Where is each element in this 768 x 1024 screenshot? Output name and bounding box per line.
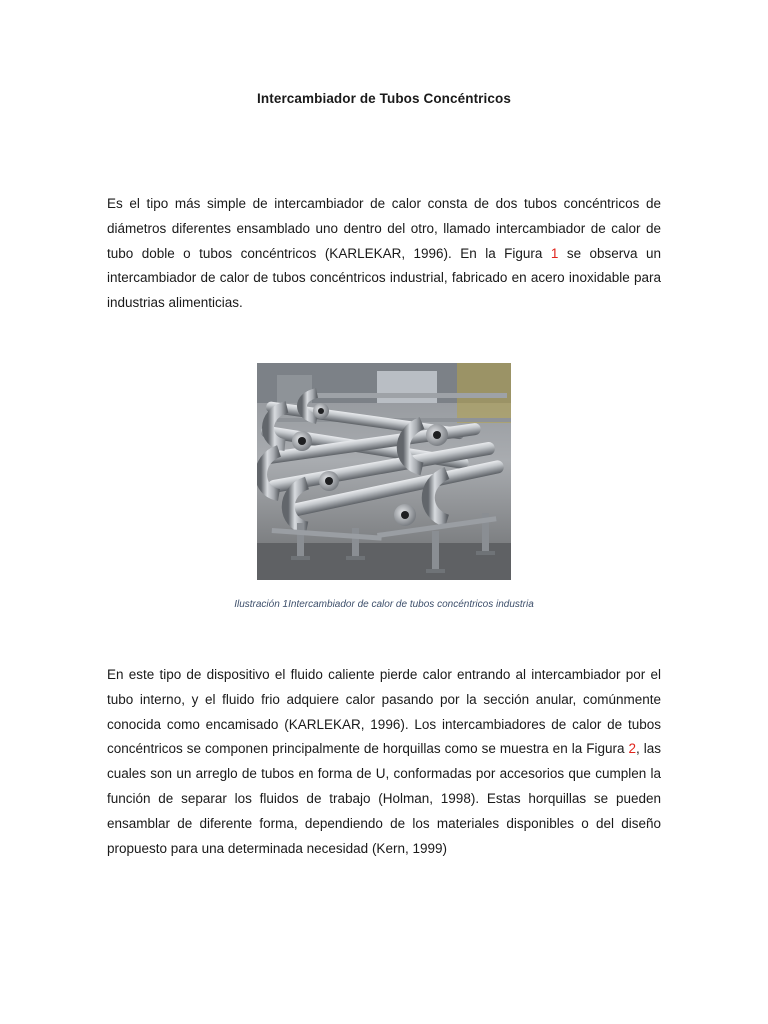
paragraph-intro — [107, 192, 661, 316]
paragraph-text: En este tipo de dispositivo el fluido caliente pierde calor entrando al intercambiador por el tubo interno, y el fluido frio adquiere calor pasando por la sección anular, comúnmente conocida como encamisado (KARLEKAR, 1996). Los intercambiadores de calor de tubos concéntricos se componen principalmente de horquillas como se muestra en la Figura — [107, 667, 661, 757]
figure-reference-link[interactable]: 2 — [628, 741, 636, 757]
figure-reference-link[interactable]: 1 — [550, 245, 559, 261]
paragraph-text: , las cuales son un arreglo de tubos en forma de U, conformadas por accesorios que cumplen la función de separar los fluidos de trabajo (Holman, 1998). Estas horquillas se pueden ensamblar de diferente forma, dependiendo de los materiales disponibles o del diseño propuesto para una determinada necesidad (Kern, 1999) — [107, 741, 661, 856]
paragraph-text: Es el tipo más simple de intercambiador de calor consta de dos tubos concéntricos de diámetros diferentes ensamblado uno dentro del otro, llamado intercambiador de calor de tubo doble o tubos concéntricos (KARLEKAR, 1996). En la Figura — [107, 196, 661, 261]
heat-exchanger-photo — [257, 363, 511, 580]
document-title: Intercambiador de Tubos Concéntricos — [257, 91, 511, 106]
paragraph-text: se observa un intercambiador de calor de tubos concéntricos industrial, fabricado en acero inoxidable para industrias alimenticias. — [107, 245, 661, 311]
figure-caption: Ilustración 1Intercambiador de calor de tubos concéntricos industria — [234, 599, 534, 610]
paragraph-description — [107, 663, 661, 861]
